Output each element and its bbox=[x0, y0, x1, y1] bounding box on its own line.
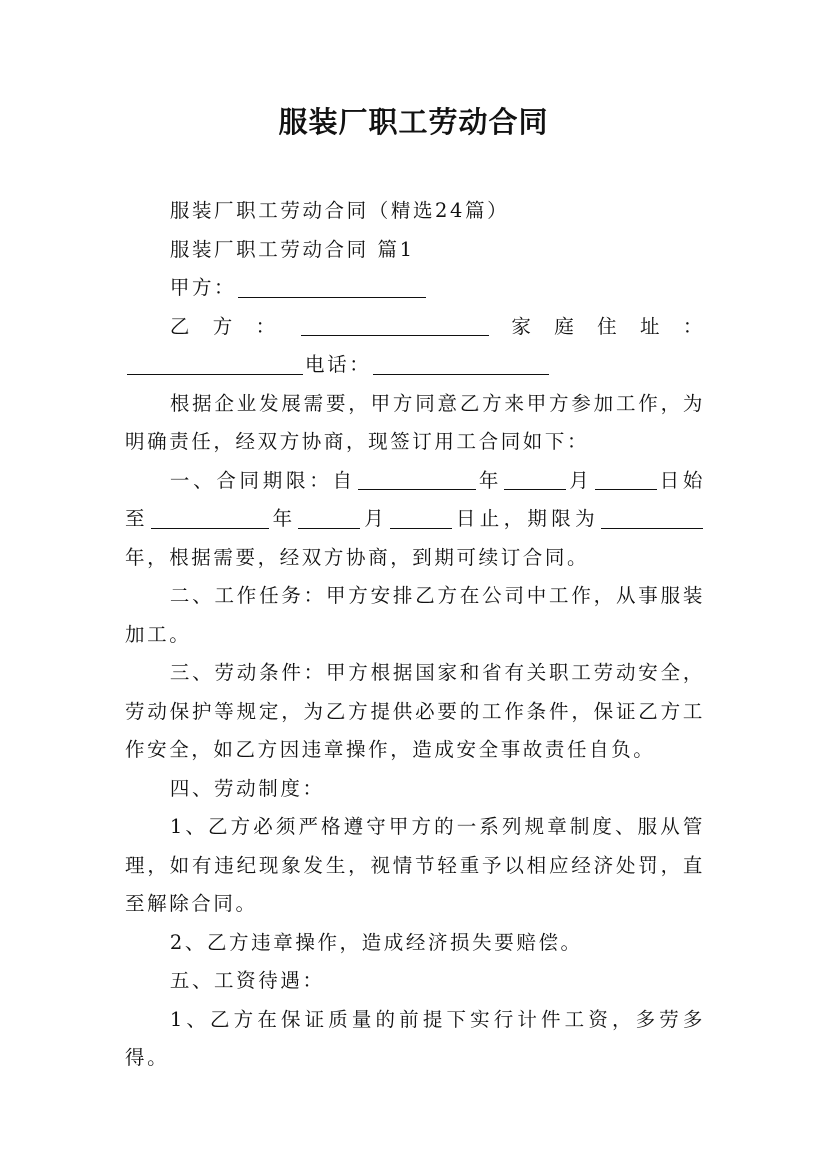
document-body bbox=[125, 192, 705, 1078]
end-year-text: 年 bbox=[270, 507, 297, 530]
document-title: 服装厂职工劳动合同 bbox=[278, 105, 549, 139]
term-tail-text: 年，根据需要，经双方协商，到期可续订合同。 bbox=[125, 545, 590, 569]
phone-label: 电话： bbox=[305, 353, 372, 376]
term-length-blank bbox=[601, 507, 703, 528]
start-day-text: 日始 bbox=[658, 468, 705, 492]
term-paragraph bbox=[125, 462, 705, 578]
to-text: 至 bbox=[125, 507, 149, 530]
end-year-blank bbox=[151, 507, 269, 528]
end-month-text: 月 bbox=[362, 507, 389, 530]
end-day-text: 日止，期限为 bbox=[454, 507, 599, 530]
task-paragraph: 二、工作任务：甲方安排乙方在公司中工作，从事服装加工。 bbox=[125, 584, 705, 646]
intro-paragraph: 根据企业发展需要，甲方同意乙方来甲方参加工作，为明确责任，经双方协商，现签订用工合同如下： bbox=[125, 391, 705, 453]
party-b-line bbox=[125, 308, 705, 385]
end-day-blank bbox=[390, 507, 452, 528]
phone-blank bbox=[373, 353, 549, 374]
start-day-blank bbox=[595, 469, 657, 490]
home-address-blank bbox=[127, 353, 303, 374]
party-a-label: 甲方： bbox=[169, 276, 237, 299]
home-address-label: 家庭住址： bbox=[490, 314, 705, 338]
start-month-blank bbox=[504, 469, 566, 490]
party-a-blank bbox=[238, 276, 426, 297]
system-item: 2、乙方违章操作，造成经济损失要赔偿。 bbox=[169, 930, 583, 954]
party-a-line bbox=[125, 269, 705, 308]
wage-item: 1、乙方在保证质量的前提下实行计件工资，多劳多得。 bbox=[125, 1007, 705, 1069]
party-b-blank bbox=[301, 315, 489, 336]
start-year-text: 年 bbox=[477, 468, 503, 492]
wage-heading: 五、工资待遇： bbox=[169, 969, 325, 992]
section-heading: 服装厂职工劳动合同 篇1 bbox=[169, 237, 415, 261]
start-year-blank bbox=[358, 469, 476, 490]
conditions-paragraph: 三、劳动条件：甲方根据国家和省有关职工劳动安全，劳动保护等规定，为乙方提供必要的工作条件，保证乙方工作安全，如乙方因违章操作，造成安全事故责任自负。 bbox=[125, 661, 705, 761]
system-heading: 四、劳动制度： bbox=[169, 776, 325, 800]
end-month-blank bbox=[298, 507, 360, 528]
party-b-label: 乙方： bbox=[169, 314, 299, 338]
start-month-text: 月 bbox=[568, 468, 593, 492]
system-item: 1、乙方必须严格遵守甲方的一系列规章制度、服从管理，如有违纪现象发生，视情节轻重予以相应经济处罚，直至解除合同。 bbox=[125, 815, 705, 915]
document-subtitle: 服装厂职工劳动合同（精选24篇） bbox=[169, 199, 510, 222]
term-label: 一、合同期限：自 bbox=[169, 468, 356, 492]
